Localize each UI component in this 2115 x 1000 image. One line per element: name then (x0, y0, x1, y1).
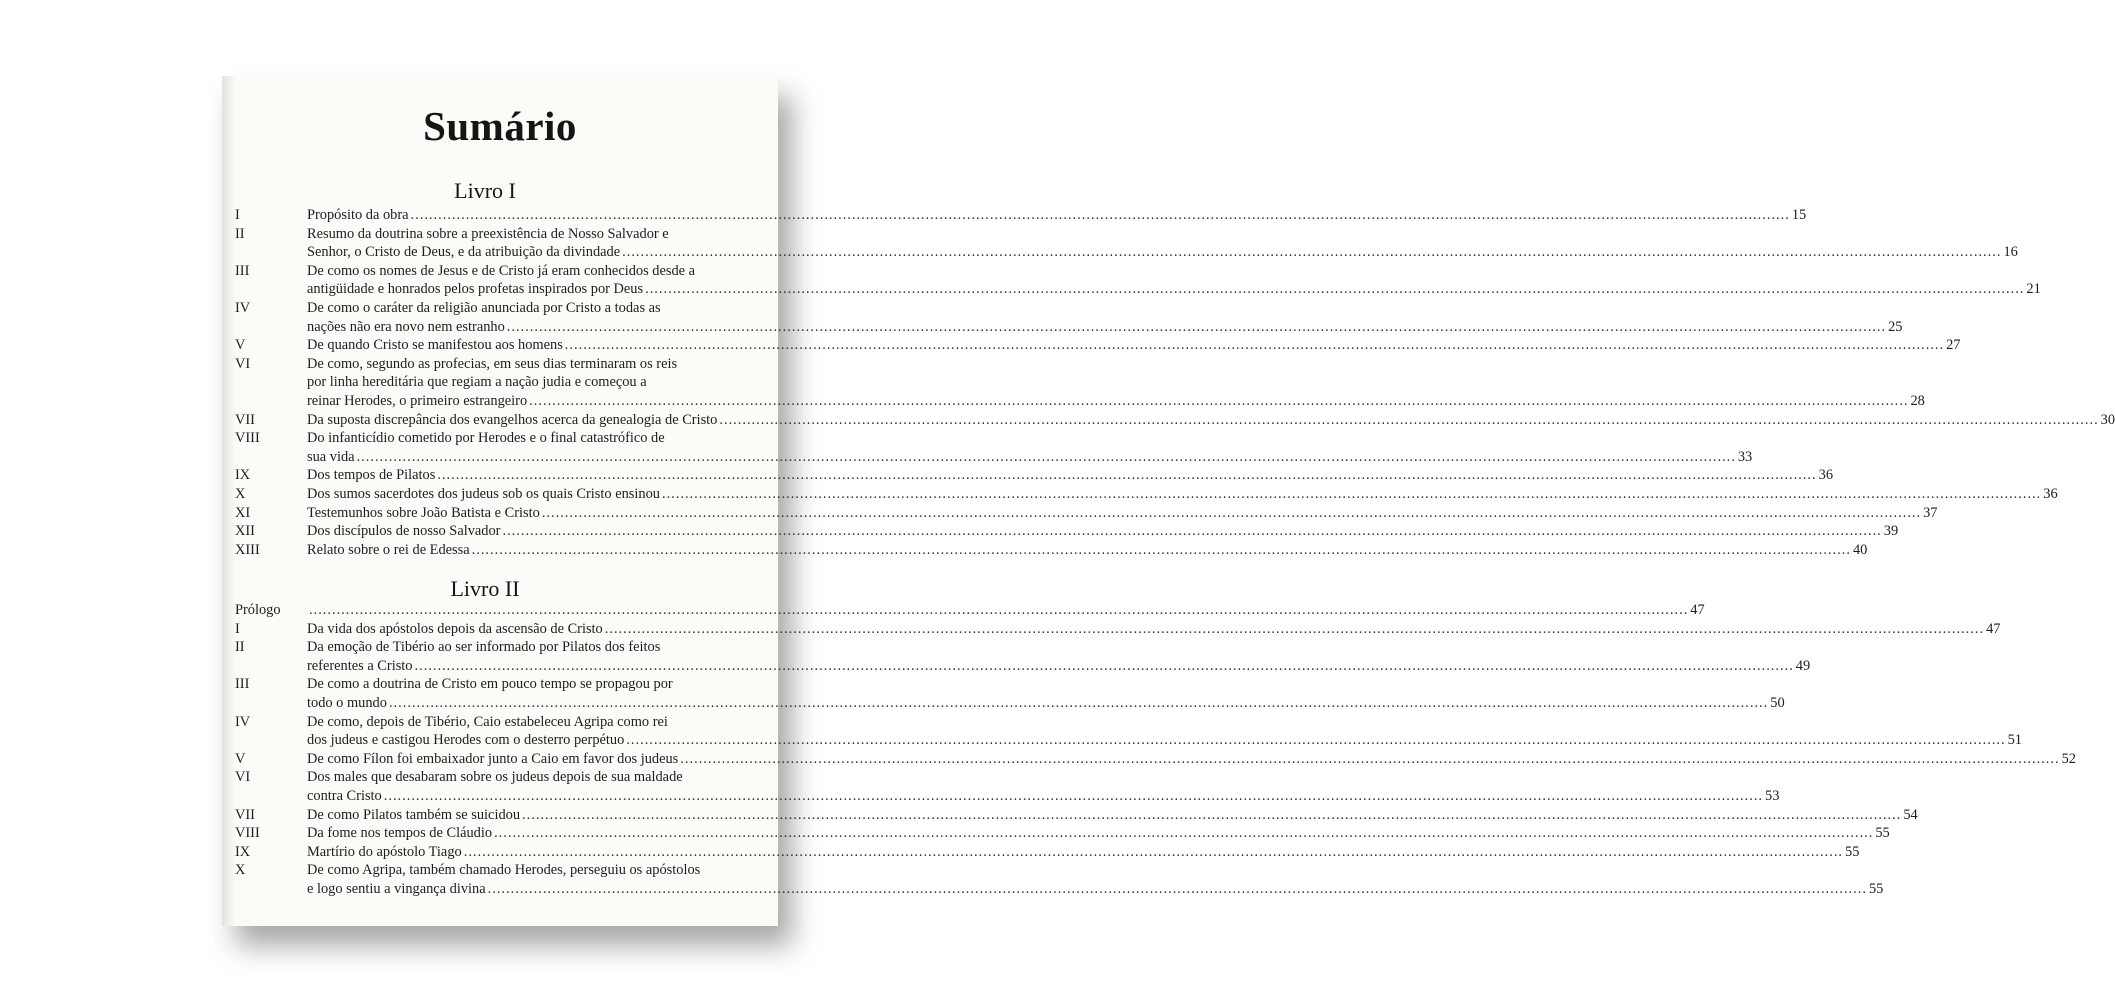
page-number: 33 (1737, 448, 1753, 465)
entry-line (307, 243, 2018, 262)
entry-number: IV (235, 299, 251, 316)
toc-book-2 (235, 601, 2076, 899)
entry-number: Prólogo (235, 602, 281, 618)
toc-entry (235, 675, 1785, 712)
toc-entry (235, 541, 1868, 560)
entry-number: II (235, 225, 245, 242)
entry-line-text: Relato sobre o rei de Edessa (307, 541, 470, 558)
entry-number: XIII (235, 541, 260, 558)
dot-leader: ............................................................................................................................................................................................................................................................................................................ (529, 392, 1909, 409)
page-number: 28 (1910, 392, 1925, 409)
entry-line: De como os nomes de Jesus e de Cristo já eram conhecidos desde a (307, 262, 696, 279)
entry-text (307, 806, 1918, 825)
toc-entry (235, 485, 2058, 504)
entry-line-text: e logo sentiu a vingança divina (307, 880, 486, 897)
entry-line-text: reinar Herodes, o primeiro estrangeiro (307, 392, 528, 409)
entry-line: Resumo da doutrina sobre a preexistência de Nosso Salvador e (307, 225, 669, 242)
entry-text (307, 620, 2001, 639)
dot-leader: ............................................................................................................................................................................................................................................................................................................ (719, 411, 2099, 428)
page-number: 40 (1852, 541, 1868, 558)
dot-leader: ............................................................................................................................................................................................................................................................................................................ (487, 880, 1867, 897)
page-number: 36 (1818, 467, 1834, 484)
dot-leader: ............................................................................................................................................................................................................................................................................................................ (388, 694, 1769, 711)
entry-line-text: Senhor, o Cristo de Deus, e da atribuição da divindade (307, 244, 621, 261)
entry-line-text: Propósito da obra (307, 207, 409, 223)
page-number: 49 (1795, 657, 1811, 674)
toc-entry (235, 355, 1925, 411)
entry-text (307, 541, 1868, 560)
page-number: 54 (1903, 806, 1918, 823)
dot-leader: ............................................................................................................................................................................................................................................................................................................ (463, 843, 1844, 860)
toc-entry (235, 768, 1780, 805)
entry-number: X (235, 485, 246, 502)
page-number: 27 (1946, 337, 1961, 354)
entry-number: IV (235, 713, 251, 730)
entry-line-text: dos judeus e castigou Herodes com o desterro perpétuo (307, 732, 625, 749)
entry-line (307, 280, 2041, 299)
entry-number: VI (235, 355, 251, 372)
toc-entry (235, 336, 1961, 355)
entry-line-text: nações não era novo nem estranho (307, 318, 505, 335)
entry-number: VII (235, 411, 255, 428)
entry-line (307, 318, 1903, 337)
book-page (222, 76, 2115, 926)
entry-number: I (235, 620, 240, 637)
entry-line (307, 657, 1811, 676)
dot-leader: ............................................................................................................................................................................................................................................................................................................ (494, 825, 1874, 842)
entry-number: V (235, 337, 246, 354)
dot-leader: ............................................................................................................................................................................................................................................................................................................ (437, 467, 1817, 484)
entry-number: XII (235, 523, 255, 540)
entry-number: III (235, 676, 250, 693)
entry-line (307, 522, 1899, 541)
entry-line-text: Testemunhos sobre João Batista e Cristo (307, 504, 540, 521)
entry-line: Do infanticídio cometido por Herodes e o final catastrófico de (307, 430, 665, 447)
entry-number: VIII (235, 430, 260, 447)
page-number: 55 (1875, 825, 1890, 842)
entry-text (307, 522, 1899, 541)
entry-line-text: contra Cristo (307, 787, 382, 804)
toc-entry (235, 638, 1811, 675)
entry-line-text: sua vida (307, 448, 355, 465)
entry-text (307, 824, 1890, 843)
entry-line (307, 787, 1780, 806)
entry-text (307, 750, 2076, 769)
page-number: 36 (2043, 485, 2058, 502)
dot-leader: ............................................................................................................................................................................................................................................................................................................ (645, 281, 2025, 298)
entry-line: De como, depois de Tibério, Caio estabeleceu Agripa como rei (307, 713, 668, 730)
entry-line (307, 541, 1868, 560)
entry-line (307, 843, 1860, 862)
entry-line (307, 392, 1925, 411)
page-number: 15 (1791, 207, 1807, 223)
entry-text (307, 206, 1807, 225)
entry-text (307, 225, 2018, 262)
entry-line (307, 880, 1884, 899)
book-1-title: Livro I (454, 178, 516, 203)
page-number: 51 (2007, 732, 2022, 749)
toc-book-1 (235, 206, 2115, 559)
entry-text (307, 861, 1884, 898)
entry-number: VII (235, 806, 255, 823)
dot-leader: ............................................................................................................................................................................................................................................................................................................ (522, 806, 1902, 823)
dot-leader: ............................................................................................................................................................................................................................................................................................................ (410, 207, 1790, 223)
toc-entry (235, 466, 1834, 485)
dot-leader: ............................................................................................................................................................................................................................................................................................................ (506, 318, 1887, 335)
dot-leader: ............................................................................................................................................................................................................................................................................................................ (604, 620, 1985, 637)
page-number: 37 (1923, 504, 1938, 521)
dot-leader: ............................................................................................................................................................................................................................................................................................................ (541, 504, 1922, 521)
entry-line (307, 504, 1938, 523)
entry-line: Da emoção de Tibério ao ser informado por Pilatos dos feitos (307, 639, 661, 656)
entry-line-text: Dos tempos de Pilatos (307, 467, 436, 484)
toc-entry (235, 601, 1705, 620)
entry-text (307, 675, 1785, 712)
page-number: 50 (1770, 694, 1785, 711)
toc-entry (235, 299, 1903, 336)
entry-text (307, 768, 1780, 805)
entry-line (307, 601, 1705, 620)
entry-line-text: referentes a Cristo (307, 657, 413, 674)
entry-line-text: Dos sumos sacerdotes dos judeus sob os quais Cristo ensinou (307, 485, 660, 502)
entry-line: Dos males que desabaram sobre os judeus depois de sua maldade (307, 769, 683, 786)
entry-line: De como o caráter da religião anunciada por Cristo a todas as (307, 299, 661, 316)
toc-entry (235, 861, 1884, 898)
page-number: 30 (2100, 411, 2115, 428)
entry-line-text: De como Fílon foi embaixador junto a Caio em favor dos judeus (307, 750, 679, 767)
toc-entry (235, 824, 1890, 843)
entry-number: I (235, 207, 240, 223)
dot-leader: ............................................................................................................................................................................................................................................................................................................ (661, 485, 2042, 502)
entry-line (307, 206, 1807, 225)
toc-entry (235, 206, 1807, 225)
dot-leader: ............................................................................................................................................................................................................................................................................................................ (502, 523, 1882, 540)
entry-number: V (235, 750, 246, 767)
toc-entry (235, 522, 1899, 541)
entry-line: De como, segundo as profecias, em seus dias terminaram os reis (307, 355, 678, 372)
entry-line (307, 411, 2115, 430)
entry-line (307, 336, 1961, 355)
entry-line-text: todo o mundo (307, 694, 387, 711)
entry-number: VI (235, 769, 251, 786)
entry-line: De como a doutrina de Cristo em pouco tempo se propagou por (307, 676, 673, 693)
dot-leader: ............................................................................................................................................................................................................................................................................................................ (383, 787, 1764, 804)
entry-line (307, 694, 1785, 713)
toc-entry (235, 750, 2076, 769)
entry-line (307, 731, 2022, 750)
entry-text (307, 601, 1705, 620)
entry-text (307, 638, 1811, 675)
toc-entry (235, 504, 1938, 523)
entry-line: por linha hereditária que regiam a nação judia e começou a (307, 374, 647, 391)
page-number: 47 (1690, 602, 1705, 618)
entry-number: II (235, 639, 245, 656)
entry-line (307, 620, 2001, 639)
toc-entry (235, 806, 1918, 825)
entry-number: IX (235, 843, 251, 860)
dot-leader: ............................................................................................................................................................................................................................................................................................................ (356, 448, 1736, 465)
entry-line-text: Da fome nos tempos de Cláudio (307, 825, 493, 842)
dot-leader: ............................................................................................................................................................................................................................................................................................................ (680, 750, 2060, 767)
entry-text (307, 485, 2058, 504)
entry-line: De como Agripa, também chamado Herodes, perseguiu os apóstolos (307, 862, 701, 879)
dot-leader: ............................................................................................................................................................................................................................................................................................................ (471, 541, 1851, 558)
entry-text (307, 466, 1834, 485)
toc-entry (235, 620, 2001, 639)
entry-line-text: De como Pilatos também se suicidou (307, 806, 521, 823)
entry-number: X (235, 862, 246, 879)
entry-line (307, 806, 1918, 825)
page-number: 53 (1765, 787, 1780, 804)
entry-text (307, 262, 2041, 299)
entry-line-text: Da suposta discrepância dos evangelhos acerca da genealogia de Cristo (307, 411, 718, 428)
entry-text (307, 355, 1925, 411)
toc-entry (235, 225, 2018, 262)
entry-line (307, 750, 2076, 769)
entry-text (307, 336, 1961, 355)
entry-text (307, 713, 2022, 750)
entry-line (307, 466, 1834, 485)
entry-text (307, 843, 1860, 862)
entry-line-text: Da vida dos apóstolos depois da ascensão de Cristo (307, 620, 603, 637)
entry-text (307, 429, 1753, 466)
entry-line-text: Martírio do apóstolo Tiago (307, 843, 462, 860)
entry-number: IX (235, 467, 251, 484)
page-number: 25 (1888, 318, 1903, 335)
toc-entry (235, 262, 2041, 299)
entry-number: VIII (235, 825, 260, 842)
page-number: 21 (2026, 281, 2041, 298)
entry-line-text: De quando Cristo se manifestou aos homens (307, 337, 563, 354)
toc-entry (235, 713, 2022, 750)
dot-leader: ............................................................................................................................................................................................................................................................................................................ (622, 244, 2002, 261)
page-number: 47 (1986, 620, 2001, 637)
entry-line-text: Dos discípulos de nosso Salvador (307, 523, 501, 540)
entry-text (307, 504, 1938, 523)
book-2-title: Livro II (450, 576, 520, 601)
toc-entry (235, 429, 1753, 466)
page-number: 16 (2003, 244, 2018, 261)
entry-line (307, 485, 2058, 504)
page-number: 55 (1845, 843, 1860, 860)
dot-leader: ............................................................................................................................................................................................................................................................................................................ (626, 732, 2006, 749)
entry-text (307, 411, 2115, 430)
page-number: 55 (1868, 880, 1884, 897)
dot-leader: ............................................................................................................................................................................................................................................................................................................ (414, 657, 1794, 674)
entry-text (307, 299, 1903, 336)
page-number: 39 (1883, 523, 1899, 540)
toc-entry (235, 411, 2115, 430)
entry-number: III (235, 262, 250, 279)
entry-line-text: antigüidade e honrados pelos profetas inspirados por Deus (307, 281, 644, 298)
toc-entry (235, 843, 1860, 862)
dot-leader: ............................................................................................................................................................................................................................................................................................................ (309, 602, 1689, 618)
entry-line (307, 824, 1890, 843)
page-number: 52 (2061, 750, 2076, 767)
dot-leader: ............................................................................................................................................................................................................................................................................................................ (564, 337, 1945, 354)
page-title: Sumário (423, 103, 577, 149)
entry-line (307, 448, 1753, 467)
entry-number: XI (235, 504, 251, 521)
